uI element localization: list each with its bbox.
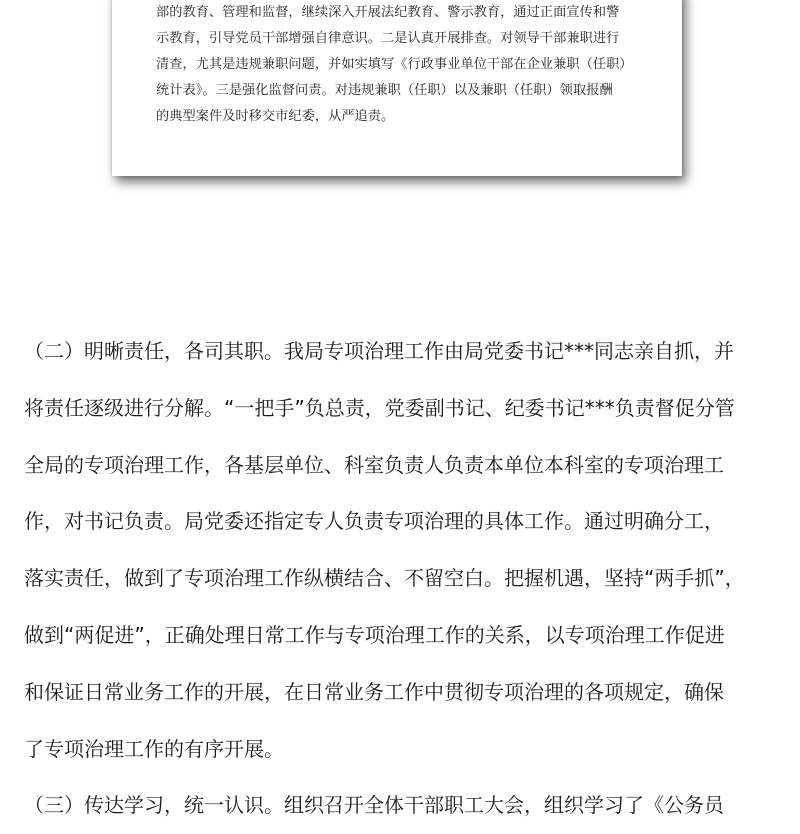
excerpt-line: 示教育，引导党员干部增强自律意识。二是认真开展排查。对领导干部兼职进行 [156, 31, 620, 46]
excerpt-line: 部的教育、管理和监督，继续深入开展法纪教育、警示教育，通过正面宣传和警 [156, 5, 620, 20]
excerpt-line: 清查，尤其是违规兼职问题，并如实填写《行政事业单位干部在企业兼职（任职） [156, 57, 633, 72]
body-line: 和保证日常业务工作的开展，在日常业务工作中贯彻专项治理的各项规定，确保 [24, 679, 724, 704]
body-line: 落实责任，做到了专项治理工作纵横结合、不留空白。把握机遇，坚持“两手抓”， [24, 566, 745, 591]
body-line: 做到“两促进”，正确处理日常工作与专项治理工作的关系，以专项治理工作促进 [24, 622, 725, 647]
body-line: （二）明晰责任，各司其职。我局专项治理工作由局党委书记***同志亲自抓，并 [24, 339, 734, 363]
body-line: 了专项治理工作的有序开展。 [24, 736, 284, 761]
excerpt-line: 统计表》。三是强化监督问责。对违规兼职（任职）以及兼职（任职）领取报酬 [156, 83, 613, 98]
body-line: 将责任逐级进行分解。“一把手”负总责，党委副书记、纪委书记***负责督促分管 [24, 395, 735, 420]
body-line: 全局的专项治理工作，各基层单位、科室负责人负责本单位本科室的专项治理工 [24, 452, 724, 477]
excerpt-line: 的典型案件及时移交市纪委，从严追责。 [156, 109, 395, 124]
excerpt-paragraph [156, 0, 676, 130]
body-line: （三）传达学习，统一认识。组织召开全体干部职工大会，组织学习了《公务员 [24, 793, 724, 818]
main-body-text [24, 323, 784, 834]
body-line: 作，对书记负责。局党委还指定专人负责专项治理的具体工作。通过明确分工， [24, 509, 724, 534]
document-excerpt-card [112, 0, 682, 176]
